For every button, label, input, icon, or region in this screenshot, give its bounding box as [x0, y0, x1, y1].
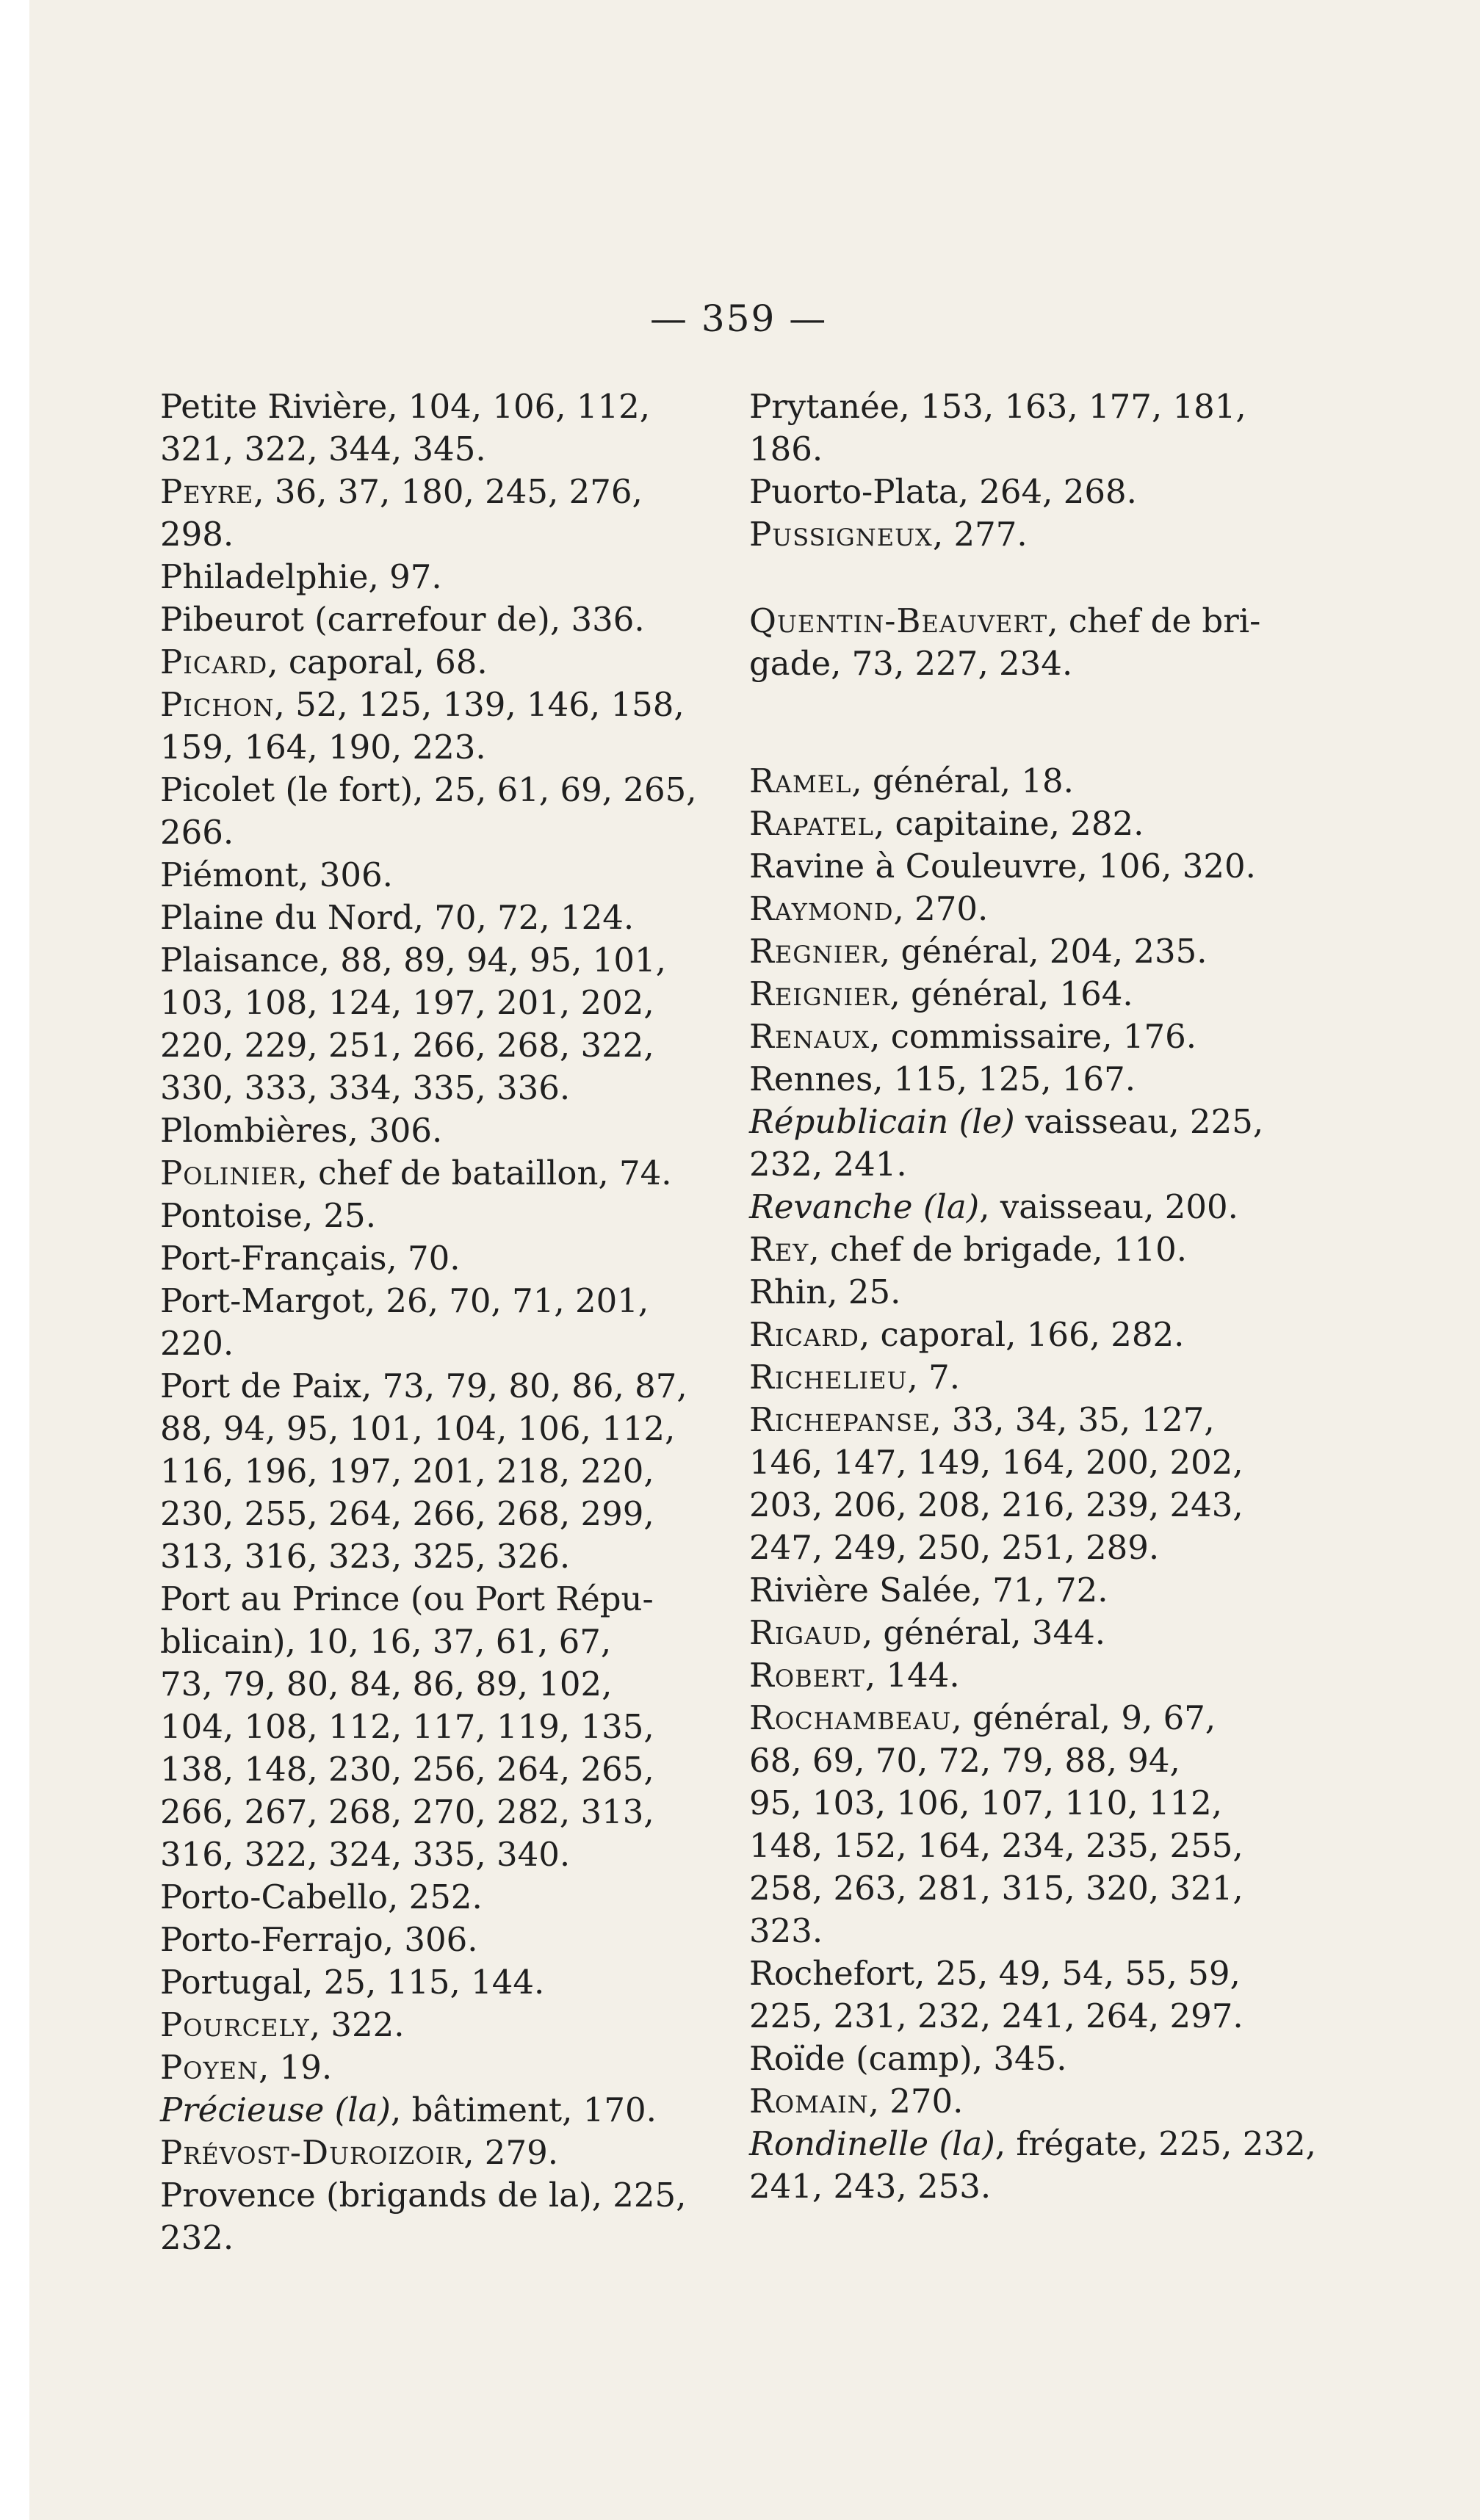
index-entry [160, 854, 779, 897]
index-entry [160, 1237, 779, 1280]
entry-line: 321, 322, 344, 345. [160, 430, 486, 468]
entry-line: 138, 148, 230, 256, 264, 265, [160, 1750, 654, 1789]
entry-name-italic: Précieuse (la) [160, 2090, 391, 2129]
index-entry [160, 1876, 779, 1919]
entry-name-smallcaps: Prévost-Duroizoir [160, 2133, 464, 2172]
entry-line: Robert, 144. [749, 1656, 960, 1695]
entry-line: 225, 231, 232, 241, 264, 297. [749, 1996, 1243, 2035]
entry-line: Roïde (camp), 345. [749, 2039, 1067, 2078]
entry-name-smallcaps: Reignier [749, 974, 890, 1013]
entry-name-smallcaps: Picard [160, 642, 268, 681]
entry-line: 220, 229, 251, 266, 268, 322, [160, 1026, 654, 1065]
entry-name-smallcaps: Ramel [749, 761, 852, 800]
entry-line: Port au Prince (ou Port Répu- [160, 1579, 654, 1618]
entry-line: Polinier, chef de bataillon, 74. [160, 1154, 672, 1192]
index-entry [749, 845, 1368, 888]
entry-line: 241, 243, 253. [749, 2167, 992, 2206]
entry-line: Rochambeau, général, 9, 67, [749, 1698, 1216, 1737]
entry-line: Rochefort, 25, 49, 54, 55, 59, [749, 1954, 1241, 1993]
index-entry [160, 2174, 779, 2259]
index-entry [749, 930, 1368, 973]
entry-line: Prytanée, 153, 163, 177, 181, [749, 387, 1246, 426]
entry-line: Peyre, 36, 37, 180, 245, 276, [160, 472, 643, 511]
entry-line: Rondinelle (la), frégate, 225, 232, [749, 2124, 1316, 2163]
entry-line: Richelieu, 7. [749, 1358, 961, 1397]
entry-line: Piémont, 306. [160, 855, 393, 894]
index-entry [160, 1919, 779, 1961]
index-entry [160, 2004, 779, 2046]
entry-line: 247, 249, 250, 251, 289. [749, 1528, 1160, 1567]
entry-line: Provence (brigands de la), 225, [160, 2176, 687, 2215]
entry-name-smallcaps: Rey [749, 1230, 809, 1269]
index-entry [749, 1058, 1368, 1101]
entry-line: Revanche (la), vaisseau, 200. [749, 1187, 1238, 1226]
entry-name-italic: Revanche (la) [749, 1187, 980, 1226]
entry-name-smallcaps: Romain [749, 2082, 869, 2121]
index-entry [160, 598, 779, 641]
entry-name-smallcaps: Rigaud [749, 1613, 862, 1652]
index-entry [749, 1399, 1368, 1569]
entry-line: Port-Margot, 26, 70, 71, 201, [160, 1281, 649, 1320]
entry-line: Pourcely, 322. [160, 2005, 405, 2044]
entry-line: Porto-Ferrajo, 306. [160, 1920, 478, 1959]
entry-line: Renaux, commissaire, 176. [749, 1017, 1197, 1056]
index-entry [749, 2038, 1368, 2080]
index-entry [160, 1365, 779, 1578]
index-entry [749, 1101, 1368, 1186]
index-entry [160, 385, 779, 471]
entry-line: Richepanse, 33, 34, 35, 127, [749, 1400, 1215, 1439]
index-entry [749, 471, 1368, 513]
index-entry [749, 2123, 1368, 2208]
entry-line: 203, 206, 208, 216, 239, 243, [749, 1485, 1243, 1524]
entry-line: 159, 164, 190, 223. [160, 728, 486, 767]
entry-line: Philadelphie, 97. [160, 557, 442, 596]
index-entry [749, 1015, 1368, 1058]
entry-line: 232. [160, 2218, 234, 2257]
index-entry [749, 1612, 1368, 1654]
entry-line: Puorto-Plata, 264, 268. [749, 472, 1137, 511]
entry-name-smallcaps: Pourcely [160, 2005, 310, 2044]
entry-line: Portugal, 25, 115, 144. [160, 1963, 545, 2002]
entry-line: 186. [749, 430, 823, 468]
entry-line: 68, 69, 70, 72, 79, 88, 94, [749, 1741, 1180, 1780]
entry-line: Ricard, caporal, 166, 282. [749, 1315, 1185, 1354]
entry-line: Pussigneux, 277. [749, 515, 1028, 554]
entry-name-smallcaps: Raymond [749, 889, 894, 928]
entry-line: Picolet (le fort), 25, 61, 69, 265, [160, 770, 697, 809]
index-entry [160, 1152, 779, 1195]
entry-name-smallcaps: Rapatel [749, 804, 874, 843]
entry-line: Ravine à Couleuvre, 106, 320. [749, 847, 1256, 886]
index-entry [749, 1952, 1368, 2038]
entry-line: Porto-Cabello, 252. [160, 1878, 483, 1916]
entry-line: Quentin-Beauvert, chef de bri- [749, 601, 1261, 640]
index-entry [749, 1228, 1368, 1271]
entry-line: 323. [749, 1911, 823, 1950]
index-entry [749, 1356, 1368, 1399]
entry-name-smallcaps: Ricard [749, 1315, 859, 1354]
entry-name-smallcaps: Polinier [160, 1154, 297, 1192]
index-entry [749, 1697, 1368, 1952]
entry-line: 266, 267, 268, 270, 282, 313, [160, 1792, 654, 1831]
index-entry [749, 2080, 1368, 2123]
entry-line: Républicain (le) vaisseau, 225, [749, 1102, 1264, 1141]
entry-line: Port-Français, 70. [160, 1239, 461, 1278]
entry-line: Rivière Salée, 71, 72. [749, 1571, 1108, 1610]
index-entry [160, 1961, 779, 2004]
entry-line: Raymond, 270. [749, 889, 989, 928]
entry-line: Pontoise, 25. [160, 1196, 376, 1235]
entry-line: Précieuse (la), bâtiment, 170. [160, 2090, 657, 2129]
entry-line: Plombières, 306. [160, 1111, 443, 1150]
index-entry [160, 1109, 779, 1152]
index-entry [160, 939, 779, 1109]
index-entry [160, 1195, 779, 1237]
entry-line: Port de Paix, 73, 79, 80, 86, 87, [160, 1366, 687, 1405]
entry-line: 220. [160, 1324, 234, 1363]
index-entry [160, 1578, 779, 1876]
entry-name-smallcaps: Peyre [160, 472, 254, 511]
index-entry [749, 973, 1368, 1015]
index-entry [160, 769, 779, 854]
entry-line: Pichon, 52, 125, 139, 146, 158, [160, 685, 685, 724]
index-entry [160, 2089, 779, 2132]
entry-line: 313, 316, 323, 325, 326. [160, 1537, 571, 1576]
entry-line: 232, 241. [749, 1145, 907, 1184]
entry-name-smallcaps: Richelieu [749, 1358, 908, 1397]
index-entry [749, 1314, 1368, 1356]
entry-line: Rey, chef de brigade, 110. [749, 1230, 1188, 1269]
index-entry [749, 1186, 1368, 1228]
entry-line: 298. [160, 515, 234, 554]
entry-name-smallcaps: Rochambeau [749, 1698, 952, 1737]
entry-line: Rhin, 25. [749, 1272, 901, 1311]
index-entry [160, 471, 779, 556]
entry-line: 266. [160, 813, 234, 852]
index-entry [749, 385, 1368, 471]
index-entry [160, 556, 779, 598]
index-entry [749, 888, 1368, 930]
index-entry [749, 513, 1368, 556]
index-entry [749, 1569, 1368, 1612]
index-entry [160, 1280, 779, 1365]
entry-line: Pibeurot (carrefour de), 336. [160, 600, 645, 639]
entry-line: Reignier, général, 164. [749, 974, 1133, 1013]
entry-line: 316, 322, 324, 335, 340. [160, 1835, 571, 1874]
entry-name-smallcaps: Pussigneux [749, 515, 933, 554]
index-entry [749, 600, 1368, 685]
entry-line: Plaine du Nord, 70, 72, 124. [160, 898, 635, 937]
index-entry [749, 760, 1368, 803]
entry-name-smallcaps: Poyen [160, 2048, 259, 2087]
entry-line: Rigaud, général, 344. [749, 1613, 1106, 1652]
index-entry [160, 2132, 779, 2174]
index-entry [749, 1654, 1368, 1697]
index-entry [749, 1271, 1368, 1314]
entry-line: blicain), 10, 16, 37, 61, 67, [160, 1622, 612, 1661]
entry-name-smallcaps: Quentin-Beauvert [749, 601, 1048, 640]
entry-line: Picard, caporal, 68. [160, 642, 488, 681]
entry-name-smallcaps: Renaux [749, 1017, 870, 1056]
entry-line: 258, 263, 281, 315, 320, 321, [749, 1869, 1243, 1908]
entry-line: Petite Rivière, 104, 106, 112, [160, 387, 651, 426]
index-entry [160, 684, 779, 769]
entry-line: Rapatel, capitaine, 282. [749, 804, 1144, 843]
entry-line: 148, 152, 164, 234, 235, 255, [749, 1826, 1243, 1865]
entry-name-smallcaps: Richepanse [749, 1400, 931, 1439]
index-entry [160, 641, 779, 684]
entry-line: 230, 255, 264, 266, 268, 299, [160, 1494, 654, 1533]
page-number: — 359 — [650, 297, 828, 340]
entry-line: 73, 79, 80, 84, 86, 89, 102, [160, 1665, 613, 1703]
entry-line: 103, 108, 124, 197, 201, 202, [160, 983, 654, 1022]
entry-name-smallcaps: Robert [749, 1656, 865, 1695]
entry-line: 88, 94, 95, 101, 104, 106, 112, [160, 1409, 676, 1448]
entry-line: Romain, 270. [749, 2082, 964, 2121]
entry-line: Plaisance, 88, 89, 94, 95, 101, [160, 941, 666, 980]
index-entry [160, 897, 779, 939]
entry-line: Poyen, 19. [160, 2048, 333, 2087]
entry-line: 104, 108, 112, 117, 119, 135, [160, 1707, 654, 1746]
entry-line: 116, 196, 197, 201, 218, 220, [160, 1452, 654, 1491]
entry-line: Regnier, général, 204, 235. [749, 932, 1208, 971]
entry-line: 146, 147, 149, 164, 200, 202, [749, 1443, 1243, 1482]
entry-line: gade, 73, 227, 234. [749, 644, 1073, 683]
entry-name-italic: Rondinelle (la) [749, 2124, 995, 2163]
entry-line: Prévost-Duroizoir, 279. [160, 2133, 559, 2172]
entry-line: 330, 333, 334, 335, 336. [160, 1068, 571, 1107]
entry-line: Ramel, général, 18. [749, 761, 1074, 800]
index-entry [160, 2046, 779, 2089]
index-entry [749, 803, 1368, 845]
entry-line: Rennes, 115, 125, 167. [749, 1060, 1136, 1098]
entry-name-smallcaps: Regnier [749, 932, 880, 971]
entry-line: 95, 103, 106, 107, 110, 112, [749, 1784, 1223, 1822]
entry-name-italic: Républicain (le) [749, 1102, 1015, 1141]
page [29, 0, 1480, 2520]
entry-name-smallcaps: Pichon [160, 685, 275, 724]
